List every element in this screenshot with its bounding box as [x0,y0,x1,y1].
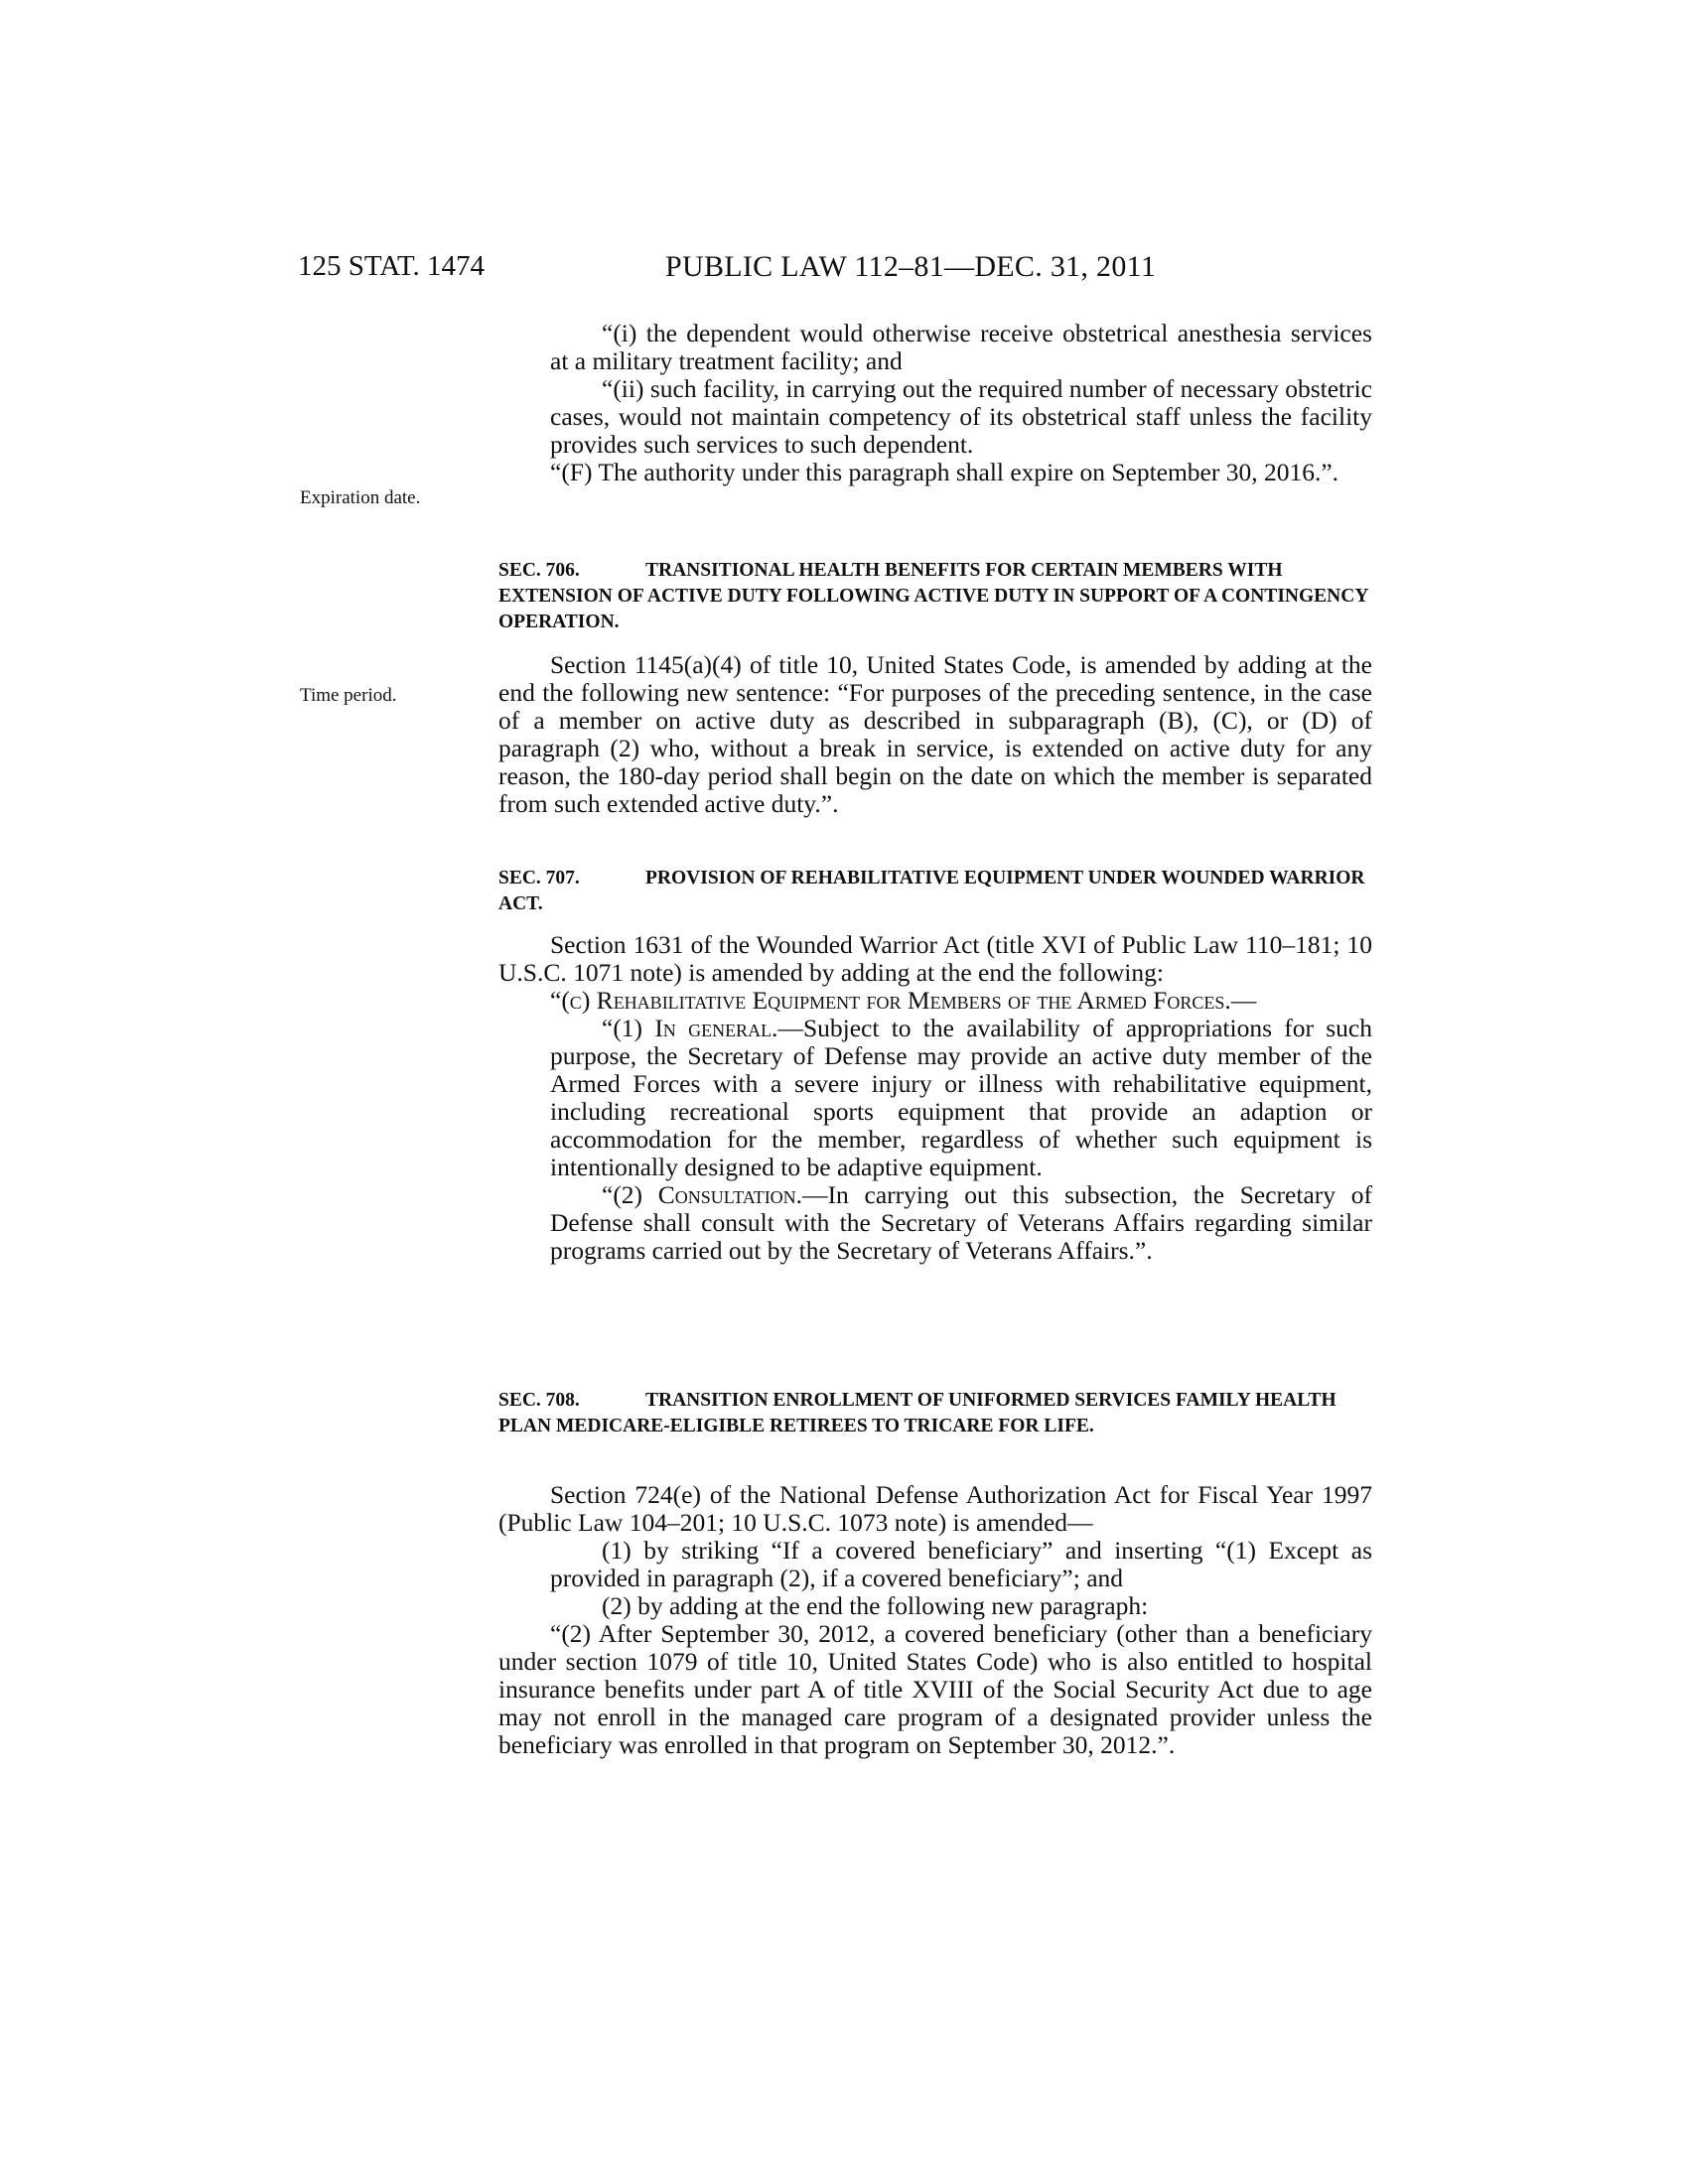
subsection-c-heading: “(c) Rehabilitative Equipment for Members of the Armed Forces.— [550,986,1257,1015]
section-706-body [498,651,1372,818]
section-number: SEC. 707. [498,868,580,888]
paragraph-1 [498,1015,1372,1181]
stat-citation: 125 STAT. 1474 [298,250,486,282]
section-number: SEC. 708. [498,1390,580,1411]
paragraph-ii: “(ii) such facility, in carrying out the required number of necessary obstetric cases, would not maintain competency of its obstetrical staff unless the facility provides such services to such dependent. [550,374,1372,459]
margin-note-expiration: Expiration date. [300,487,421,508]
margin-note-time-period: Time period. [300,685,397,706]
page-header [298,250,1370,290]
law-title: PUBLIC LAW 112–81—DEC. 31, 2011 [665,250,1157,283]
amendment-item-1: (1) by striking “If a covered beneficiary” and inserting “(1) Except as provided in paragraph (2), if a covered beneficiary”; and [550,1536,1372,1592]
paragraph-text: —In carrying out this subsection, the Secretary of Defense shall consult with the Secretary of Veterans Affairs regarding similar programs carried out by the Secretary of Veterans Affairs.”. [550,1180,1372,1265]
section-708-heading [498,1388,1372,1439]
paragraph-lead: “(1) In general. [602,1014,778,1042]
section-707-intro: Section 1631 of the Wounded Warrior Act (title XVI of Public Law 110–181; 10 U.S.C. 1071 note) is amended by adding at the end the following: [498,930,1372,987]
section-706-text: Section 1145(a)(4) of title 10, United States Code, is amended by adding at the end the following new sentence: “For purposes of the preceding sentence, in the case of a member on active duty as described in subparagraph (B), (C), or (D) of paragraph (2) who, without a break in service, is extended on active duty for any reason, the 180-day period shall begin on the date on which the member is separated from such extended active duty.”. [498,650,1372,818]
paragraph-text: —Subject to the availability of appropriations for such purpose, the Secretary of Defense may provide an active duty member of the Armed Forces with a severe injury or illness with rehabilitative equipment, including recreational sports equipment that provide an adaption or accommodation for the member, regardless of whether such equipment is intentionally designed to be adaptive equipment. [550,1014,1372,1181]
section-707-body [498,931,1372,1265]
new-paragraph-2: “(2) After September 30, 2012, a covered beneficiary (other than a beneficiary under section 1079 of title 10, United States Code) who is also entitled to hospital insurance benefits under part A of title XVIII of the Social Security Act due to age may not enroll in the managed care program of a designated provider unless the beneficiary was enrolled in that program on September 30, 2012.”. [498,1619,1372,1759]
paragraph-i: “(i) the dependent would otherwise receive obstetrical anesthesia services at a military treatment facility; and [550,319,1372,375]
paragraph-2 [498,1181,1372,1265]
section-708-body [498,1481,1372,1759]
section-706-heading [498,558,1372,635]
paragraph-lead: “(2) Consultation. [602,1180,803,1209]
amendment-item-2: (2) by adding at the end the following new paragraph: [602,1591,1149,1620]
continuation-block [498,320,1372,486]
section-title: TRANSITION ENROLLMENT OF UNIFORMED SERVICES FAMILY HEALTH PLAN MEDICARE-ELIGIBLE RETIREES TO TRICARE FOR LIFE. [498,1390,1336,1436]
section-title: PROVISION OF REHABILITATIVE EQUIPMENT UNDER WOUNDED WARRIOR ACT. [498,868,1365,914]
section-708-intro: Section 724(e) of the National Defense Authorization Act for Fiscal Year 1997 (Public Law 104–201; 10 U.S.C. 1073 note) is amended— [498,1480,1372,1537]
paragraph-f: “(F) The authority under this paragraph shall expire on September 30, 2016.”. [550,458,1339,486]
section-title: TRANSITIONAL HEALTH BENEFITS FOR CERTAIN MEMBERS WITH EXTENSION OF ACTIVE DUTY FOLLOWING ACTIVE DUTY IN SUPPORT OF A CONTINGENCY OPERATION. [498,560,1368,632]
section-707-heading [498,866,1372,917]
section-number: SEC. 706. [498,560,580,581]
